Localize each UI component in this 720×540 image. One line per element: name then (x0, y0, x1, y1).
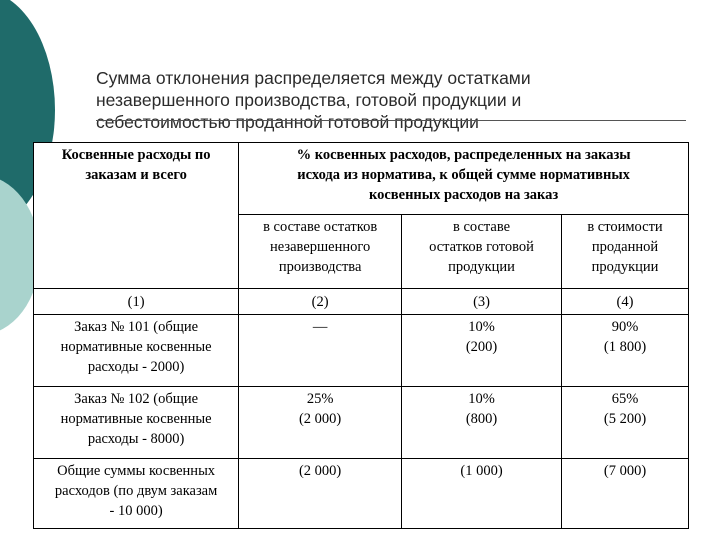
row-label: Общие суммы косвенных расходов (по двум заказам - 10 000) (34, 459, 239, 529)
cell-cost-of-sales: 65% (5 200) (562, 387, 689, 459)
cell-cost-of-sales: (7 000) (562, 459, 689, 529)
cell-finished-goods: (1 000) (402, 459, 562, 529)
table-header-row (34, 143, 689, 215)
title-divider (96, 120, 686, 121)
deviation-table (33, 142, 689, 529)
table-row (34, 315, 689, 387)
cell-finished-goods: 10% (200) (402, 315, 562, 387)
row-label: Заказ № 102 (общие нормативные косвенные расходы - 8000) (34, 387, 239, 459)
column-number: (1) (34, 289, 239, 315)
column-number: (2) (239, 289, 402, 315)
title-line: незавершенного производства, готовой продукции и (96, 90, 522, 110)
cell-wip: — (239, 315, 402, 387)
table-row (34, 459, 689, 529)
title-line: Сумма отклонения распределяется между остатками (96, 68, 531, 88)
column-number-row (34, 289, 689, 315)
cell-cost-of-sales: 90% (1 800) (562, 315, 689, 387)
column-number: (4) (562, 289, 689, 315)
subheader-wip: в составе остатков незавершенного производства (239, 215, 402, 289)
column-number: (3) (402, 289, 562, 315)
cell-finished-goods: 10% (800) (402, 387, 562, 459)
header-percent-group: % косвенных расходов, распределенных на заказы исхода из норматива, к общей сумме нормативных косвенных расходов на заказ (239, 143, 689, 215)
cell-wip: (2 000) (239, 459, 402, 529)
subheader-finished-goods: в составе остатков готовой продукции (402, 215, 562, 289)
table-row (34, 387, 689, 459)
subheader-cost-of-sales: в стоимости проданной продукции (562, 215, 689, 289)
title-line: себестоимостью проданной готовой продукции (96, 112, 479, 132)
row-label: Заказ № 101 (общие нормативные косвенные расходы - 2000) (34, 315, 239, 387)
header-indirect-costs: Косвенные расходы по заказам и всего (34, 143, 239, 289)
cell-wip: 25% (2 000) (239, 387, 402, 459)
slide-title (96, 67, 696, 133)
